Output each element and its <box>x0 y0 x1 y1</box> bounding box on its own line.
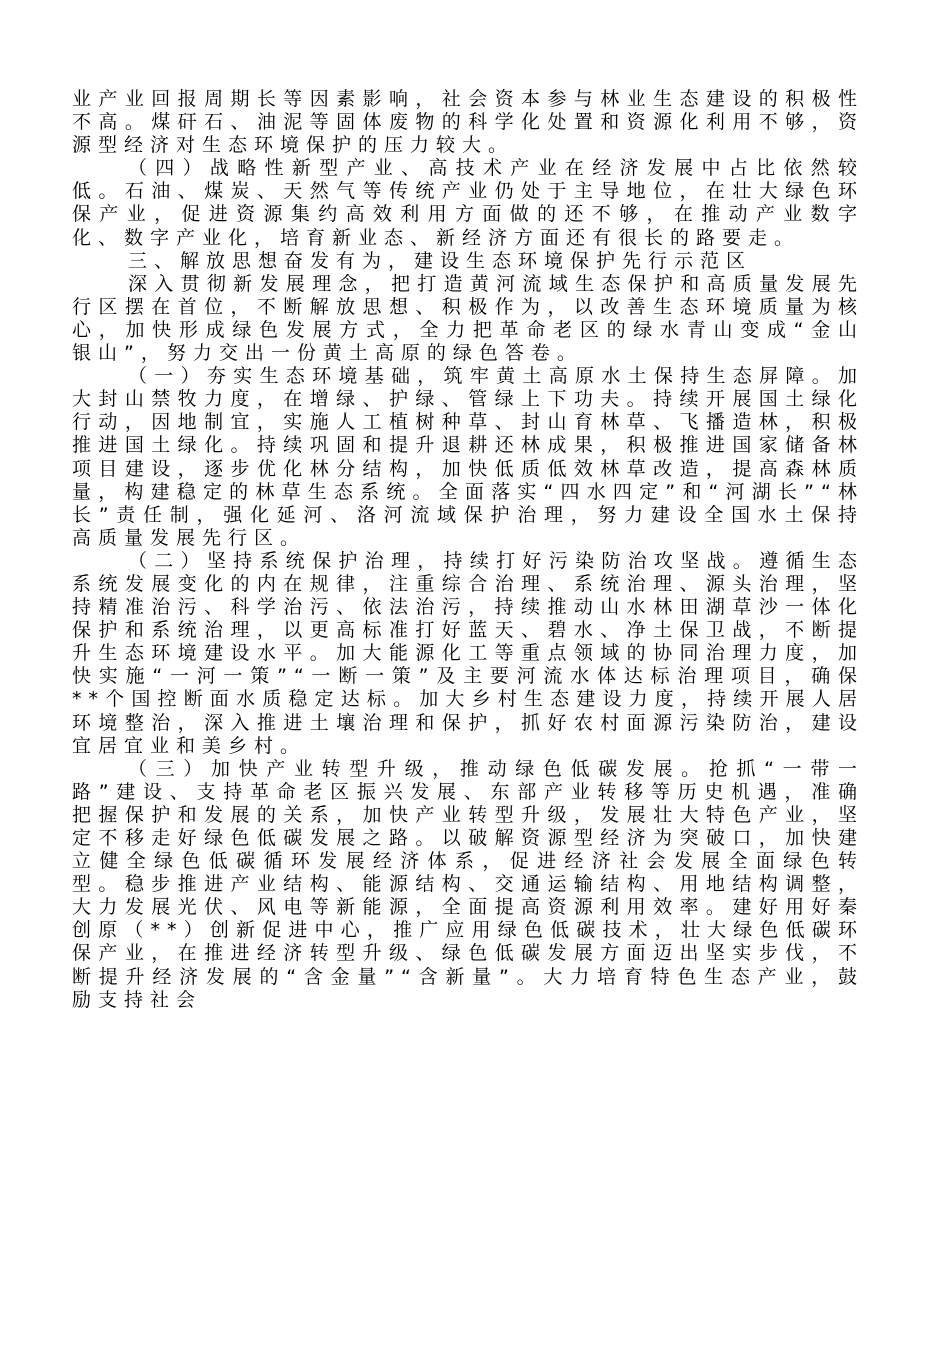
paragraph-continuation: 业产业回报周期长等因素影响，社会资本参与林业生态建设的积极性不高。煤矸石、油泥等固体废物的科学化处置和资源化利用不够，资源型经济对生态环境保护的压力较大。 <box>72 88 864 157</box>
section-3-heading: 三、解放思想奋发有为，建设生态环境保护先行示范区 <box>128 249 753 272</box>
paragraph-measure-3: （三）加快产业转型升级，推动绿色低碳发展。抢抓“一带一路”建设、支持革命老区振兴发展、东部产业转移等历史机遇，准确把握保护和发展的关系，加快产业转型升级，发展壮大特色产业，坚定不移走好绿色低碳发展之路。以破解资源型经济为突破口，加快建立健全绿色低碳循环发展经济体系，促进经济社会发展全面绿色转型。稳步推进产业结构、能源结构、交通运输结构、用地结构调整，大力发展光伏、风电等新能源，全面提高资源利用效率。建好用好秦创原（**）创新促进中心，推广应用绿色低碳技术，壮大绿色低碳环保产业，在推进经济转型升级、绿色低碳发展方面迈出坚实步伐，不断提升经济发展的“含金量”“含新量”。大力培育特色生态产业，鼓励支持社会 <box>72 757 864 1011</box>
document-page <box>72 88 864 1012</box>
paragraph-section-3-intro: 深入贯彻新发展理念，把打造黄河流域生态保护和高质量发展先行区摆在首位，不断解放思想、积极作为，以改善生态环境质量为核心，加快形成绿色发展方式，全力把革命老区的绿水青山变成“金山银山”，努力交出一份黄土高原的绿色答卷。 <box>72 272 864 365</box>
paragraph-measure-2: （二）坚持系统保护治理，持续打好污染防治攻坚战。遵循生态系统发展变化的内在规律，注重综合治理、系统治理、源头治理，坚持精准治污、科学治污、依法治污，持续推动山水林田湖草沙一体化保护和系统治理，以更高标准打好蓝天、碧水、净土保卫战，不断提升生态环境建设水平。加大能源化工等重点领域的协同治理力度，加快实施“一河一策”“一断一策”及主要河流水体达标治理项目，确保**个国控断面水质稳定达标。加大乡村生态建设力度，持续开展人居环境整治，深入推进土壤治理和保护，抓好农村面源污染防治，建设宜居宜业和美乡村。 <box>72 549 864 757</box>
paragraph-issue-4: （四）战略性新型产业、高技术产业在经济发展中占比依然较低。石油、煤炭、天然气等传统产业仍处于主导地位，在壮大绿色环保产业，促进资源集约高效利用方面做的还不够，在推动产业数字化、数字产业化，培育新业态、新经济方面还有很长的路要走。 <box>72 157 864 249</box>
paragraph-measure-1: （一）夯实生态环境基础，筑牢黄土高原水土保持生态屏障。加大封山禁牧力度，在增绿、护绿、管绿上下功夫。持续开展国土绿化行动，因地制宜，实施人工植树种草、封山育林草、飞播造林，积极推进国土绿化。持续巩固和提升退耕还林成果，积极推进国家储备林项目建设，逐步优化林分结构，加快低质低效林草改造，提高森林质量，构建稳定的林草生态系统。全面落实“四水四定”和“河湖长”“林长”责任制，强化延河、洛河流域保护治理，努力建设全国水土保持高质量发展先行区。 <box>72 365 864 549</box>
